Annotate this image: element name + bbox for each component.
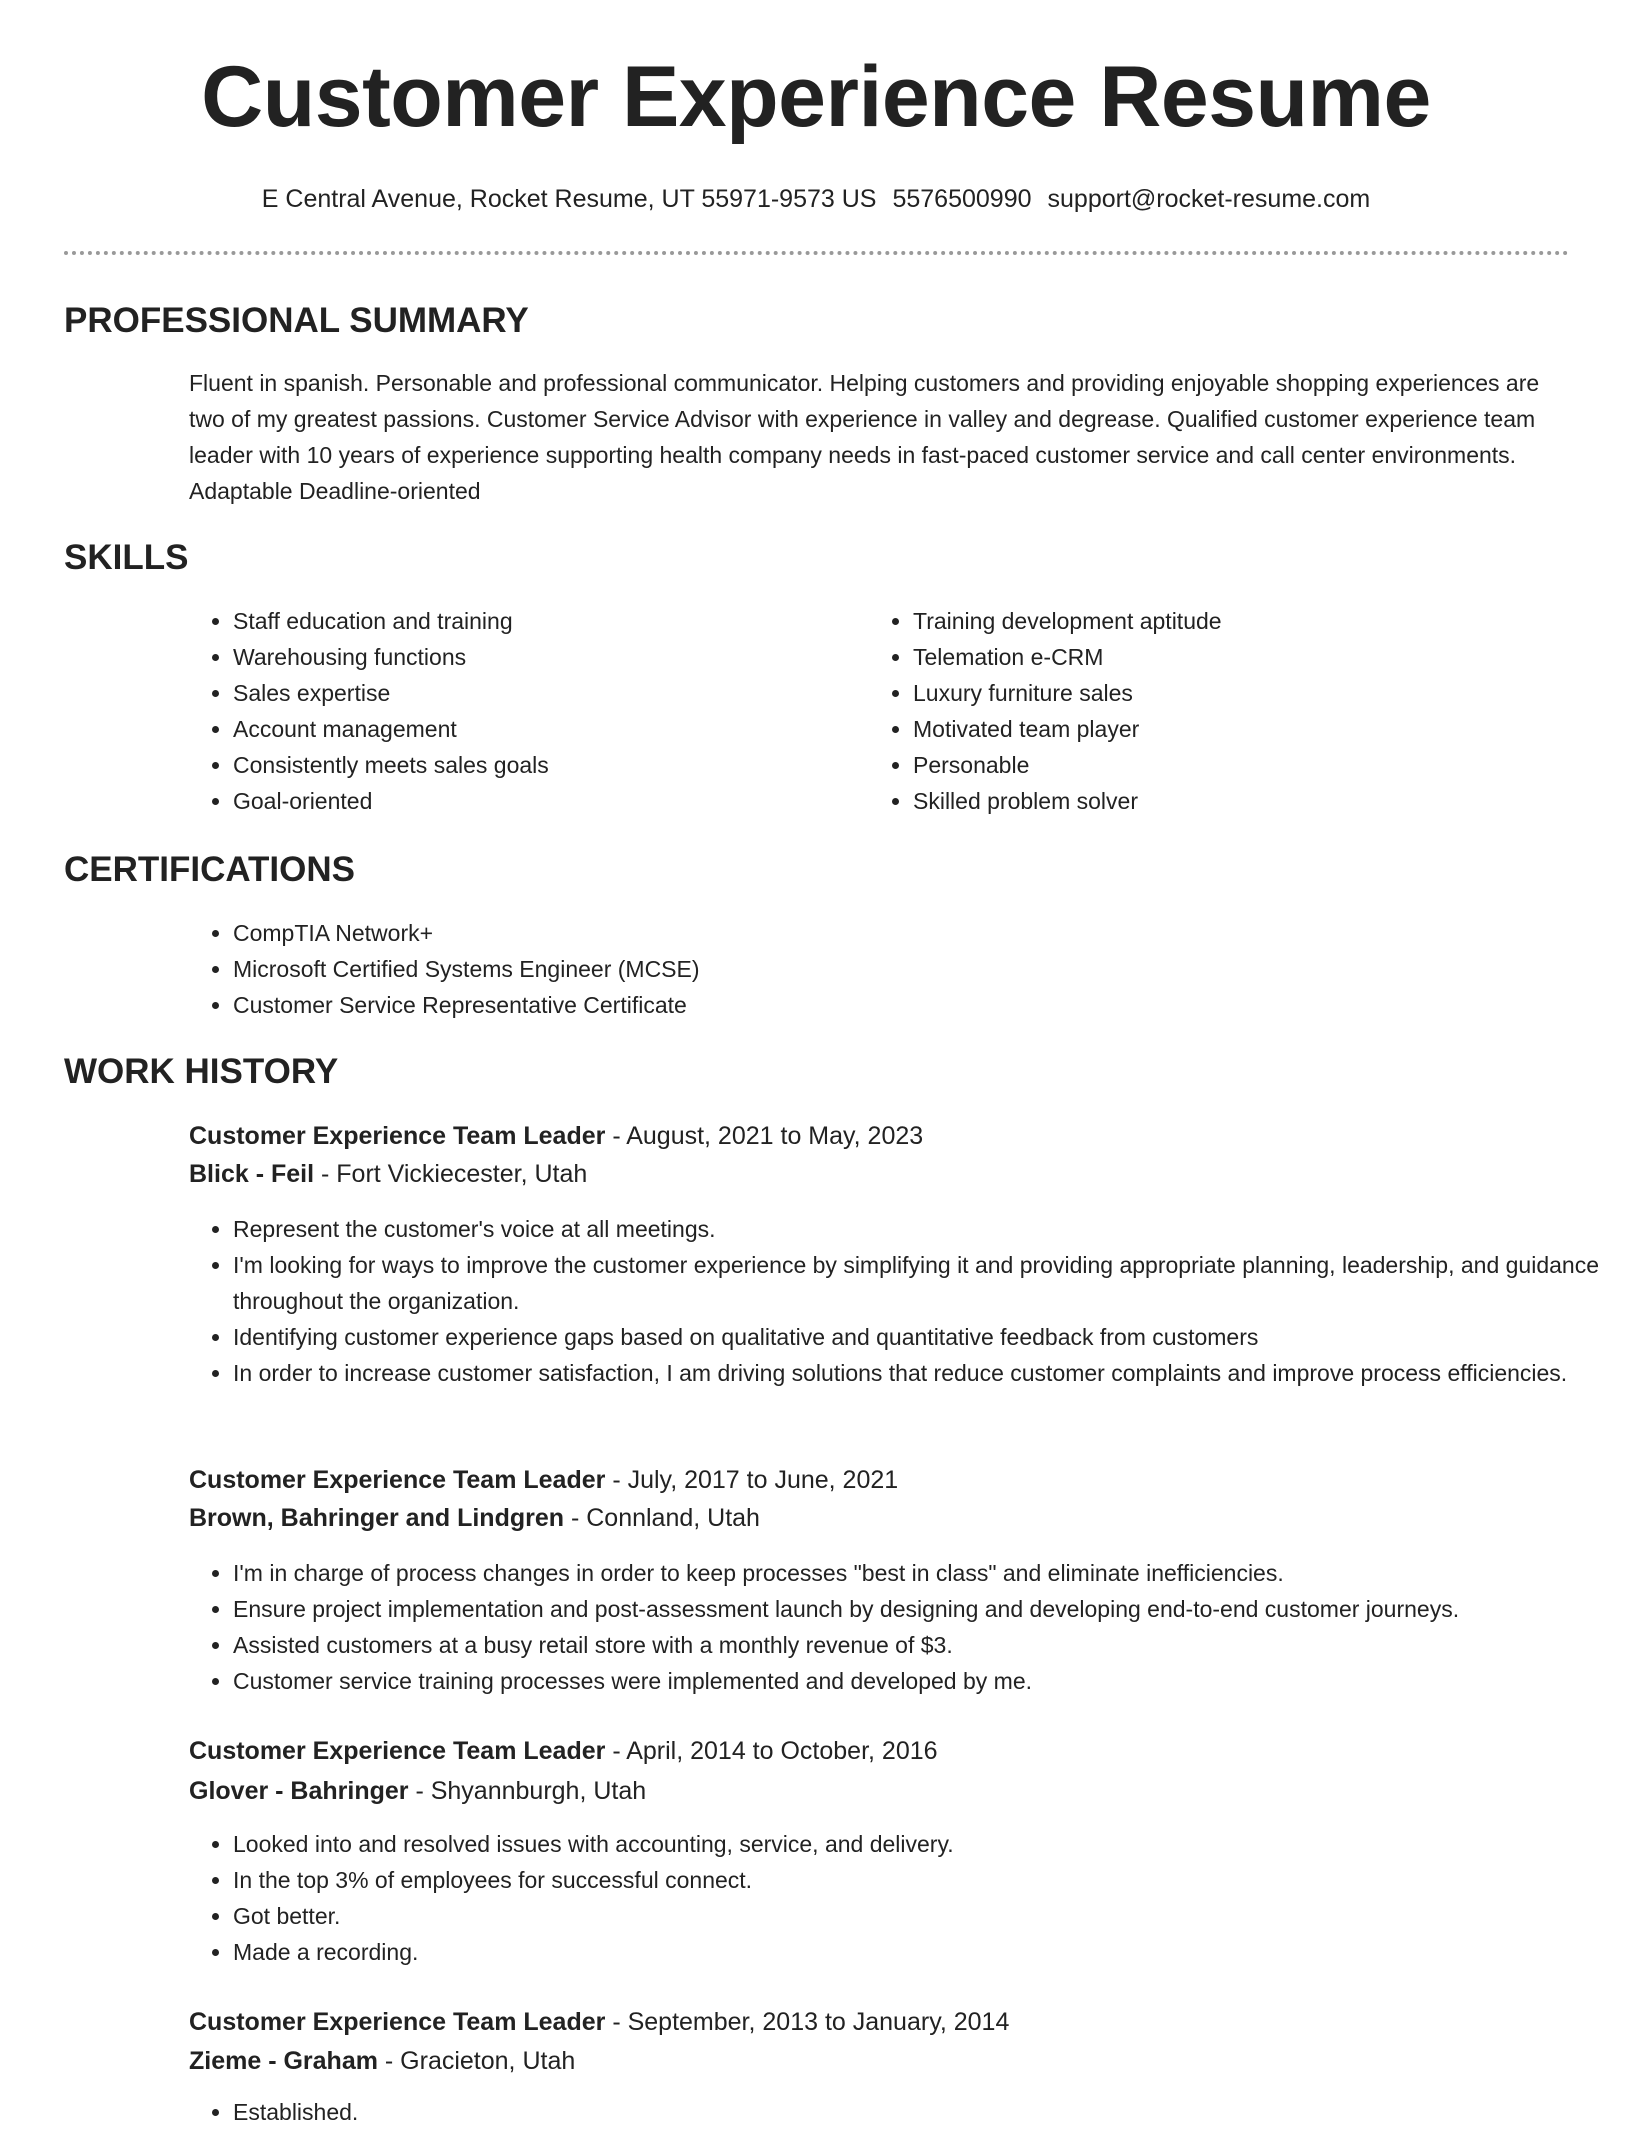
certification-item: • Customer Service Representative Certificate	[233, 987, 1433, 1023]
job-bullet: • Assisted customers at a busy retail store with a monthly revenue of $3.	[233, 1627, 1632, 1663]
job-company-line	[189, 1774, 646, 1808]
job-bullet: • Customer service training processes were implemented and developed by me.	[233, 1663, 1632, 1699]
job-company-line	[189, 2044, 575, 2078]
skill-item: • Training development aptitude	[913, 603, 1513, 639]
contact-phone: 5576500990	[892, 185, 1032, 213]
job-bullet: • Identifying customer experience gaps based on qualitative and quantitative feedback from customers	[233, 1319, 1613, 1355]
job-title-line	[189, 1119, 923, 1153]
job-location: - Shyannburgh, Utah	[408, 1777, 647, 1805]
job-title: Customer Experience Team Leader	[189, 2008, 606, 2036]
contact-email: support@rocket-resume.com	[1047, 185, 1371, 213]
job-bullet: • I'm in charge of process changes in order to keep processes "best in class" and eliminate inefficiencies.	[233, 1555, 1632, 1591]
skill-item: • Consistently meets sales goals	[233, 747, 833, 783]
skill-item: • Motivated team player	[913, 711, 1513, 747]
job-title-line	[189, 1463, 898, 1497]
skills-list-left	[189, 603, 833, 819]
job-bullet: • Got better.	[233, 1898, 1613, 1934]
job-location: - Connland, Utah	[564, 1504, 760, 1532]
job-company: Zieme - Graham	[189, 2047, 378, 2075]
job-dates: - August, 2021 to May, 2023	[605, 1122, 924, 1150]
job-company: Brown, Bahringer and Lindgren	[189, 1504, 565, 1532]
job-bullet: • I'm looking for ways to improve the customer experience by simplifying it and providing appropriate planning, leadership, and guidance throughout the organization.	[233, 1247, 1613, 1319]
job-dates: - July, 2017 to June, 2021	[605, 1466, 899, 1494]
skill-item: • Telemation e-CRM	[913, 639, 1513, 675]
resume-title: Customer Experience Resume	[201, 49, 1431, 145]
skill-item: • Goal-oriented	[233, 783, 833, 819]
job-bullet: • Represent the customer's voice at all meetings.	[233, 1211, 1613, 1247]
skill-item: • Sales expertise	[233, 675, 833, 711]
job-title: Customer Experience Team Leader	[189, 1122, 606, 1150]
job-location: - Gracieton, Utah	[377, 2047, 576, 2075]
job-bullet: • Made a recording.	[233, 1934, 1613, 1970]
work-history-heading: WORK HISTORY	[64, 1052, 339, 1091]
skill-item: • Account management	[233, 711, 833, 747]
skill-item: • Skilled problem solver	[913, 783, 1513, 819]
job-company-line	[189, 1157, 587, 1191]
header-divider	[64, 251, 1569, 255]
job-company: Glover - Bahringer	[189, 1777, 409, 1805]
contact-line	[0, 183, 1632, 215]
job-title-line	[189, 2005, 1009, 2039]
job-dates: - September, 2013 to January, 2014	[605, 2008, 1010, 2036]
job-bullet: • Looked into and resolved issues with accounting, service, and delivery.	[233, 1826, 1613, 1862]
job-bullets	[189, 2094, 1613, 2130]
skill-item: • Warehousing functions	[233, 639, 833, 675]
job-title: Customer Experience Team Leader	[189, 1737, 606, 1765]
summary-heading: PROFESSIONAL SUMMARY	[64, 301, 529, 340]
skill-item: • Personable	[913, 747, 1513, 783]
contact-address: E Central Avenue, Rocket Resume, UT 55971-9573 US	[261, 185, 877, 213]
job-bullet: • In the top 3% of employees for successful connect.	[233, 1862, 1613, 1898]
job-bullet: • In order to increase customer satisfaction, I am driving solutions that reduce customer complaints and improve process efficiencies.	[233, 1355, 1613, 1391]
job-bullet: • Established.	[233, 2094, 1613, 2130]
skills-list-right	[869, 603, 1513, 819]
job-bullets	[189, 1211, 1613, 1391]
certification-item: • CompTIA Network+	[233, 915, 1433, 951]
job-title-line	[189, 1734, 938, 1768]
summary-text: Fluent in spanish. Personable and professional communicator. Helping customers and providing enjoyable shopping experiences are two of my greatest passions. Customer Service Advisor with experience in valley and degrease. Qualified customer experience team leader with 10 years of experience supporting health company needs in fast-paced customer service and call center environments. Adaptable Deadline-oriented	[189, 370, 1540, 504]
job-bullet: • Ensure project implementation and post-assessment launch by designing and developing end-to-end customer journeys.	[233, 1591, 1632, 1627]
job-location: - Fort Vickiecester, Utah	[314, 1160, 588, 1188]
job-company-line	[189, 1501, 760, 1535]
certifications-list	[189, 915, 1433, 1023]
skill-item: • Luxury furniture sales	[913, 675, 1513, 711]
certifications-heading: CERTIFICATIONS	[64, 850, 356, 889]
job-dates: - April, 2014 to October, 2016	[605, 1737, 938, 1765]
job-bullets	[189, 1826, 1613, 1970]
certification-item: • Microsoft Certified Systems Engineer (MCSE)	[233, 951, 1433, 987]
job-bullets	[189, 1555, 1632, 1699]
skill-item: • Staff education and training	[233, 603, 833, 639]
job-company: Blick - Feil	[189, 1160, 315, 1188]
skills-heading: SKILLS	[64, 538, 189, 577]
job-title: Customer Experience Team Leader	[189, 1466, 606, 1494]
